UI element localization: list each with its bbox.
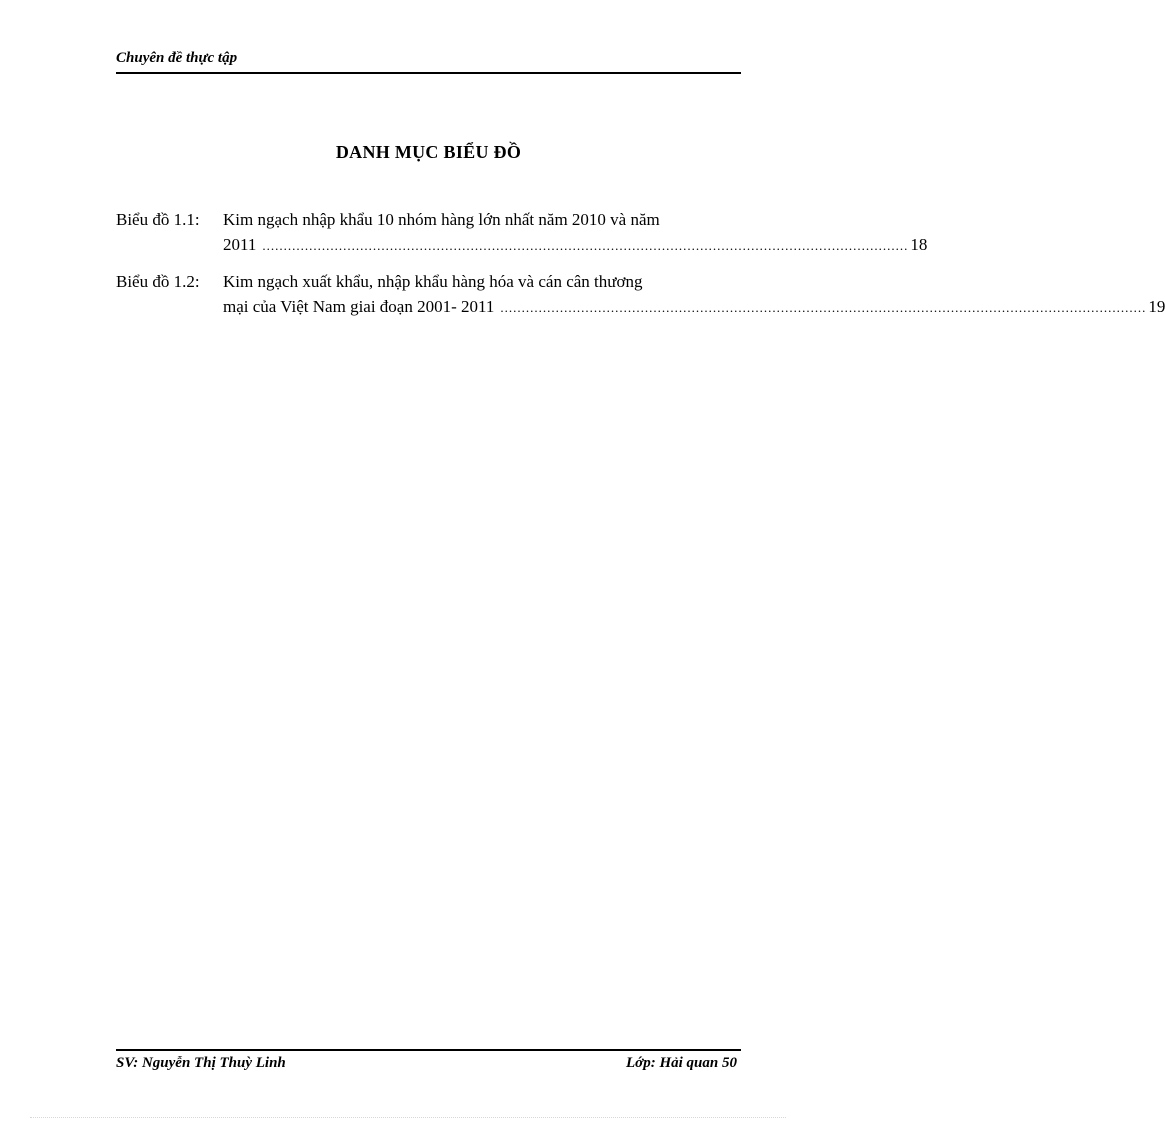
header-text: Chuyên đề thực tập [116, 50, 238, 66]
toc-entry-body [223, 207, 927, 258]
page-title: DANH MỤC BIỂU ĐỒ [335, 142, 522, 162]
toc-page-number: 19 [1148, 297, 1165, 316]
toc-entry-title-cont: 2011 [223, 235, 257, 254]
footer-student-name: SV: Nguyễn Thị Thuỳ Linh [116, 1055, 286, 1071]
toc-page-number: 18 [910, 235, 928, 254]
footer-class-name: Lớp: Hải quan 50 [626, 1055, 737, 1071]
page-bottom-divider [30, 1117, 786, 1118]
page-header [116, 48, 741, 74]
page-footer [116, 1049, 741, 1075]
dot-leader: ........................................................................................................................................................ [500, 300, 1147, 315]
toc-entry-label: Biểu đồ 1.1: [116, 210, 200, 229]
toc-entry-title-cont: mại của Việt Nam giai đoạn 2001- 2011 [223, 297, 495, 316]
toc-entry[interactable] [116, 207, 928, 258]
toc-entry-label: Biểu đồ 1.2: [116, 272, 200, 291]
toc-entry-continuation [223, 232, 927, 258]
toc-entry[interactable] [116, 269, 1165, 320]
toc-entry-title: Kim ngạch xuất khẩu, nhập khẩu hàng hóa và cán cân thương [223, 272, 643, 291]
toc-entry-title: Kim ngạch nhập khẩu 10 nhóm hàng lớn nhất năm 2010 và năm [223, 210, 660, 229]
toc-entry-continuation [223, 294, 1165, 320]
toc-entry-body [223, 269, 1165, 320]
dot-leader: ........................................................................................................................................................ [262, 238, 909, 253]
chart-list [116, 207, 1165, 331]
